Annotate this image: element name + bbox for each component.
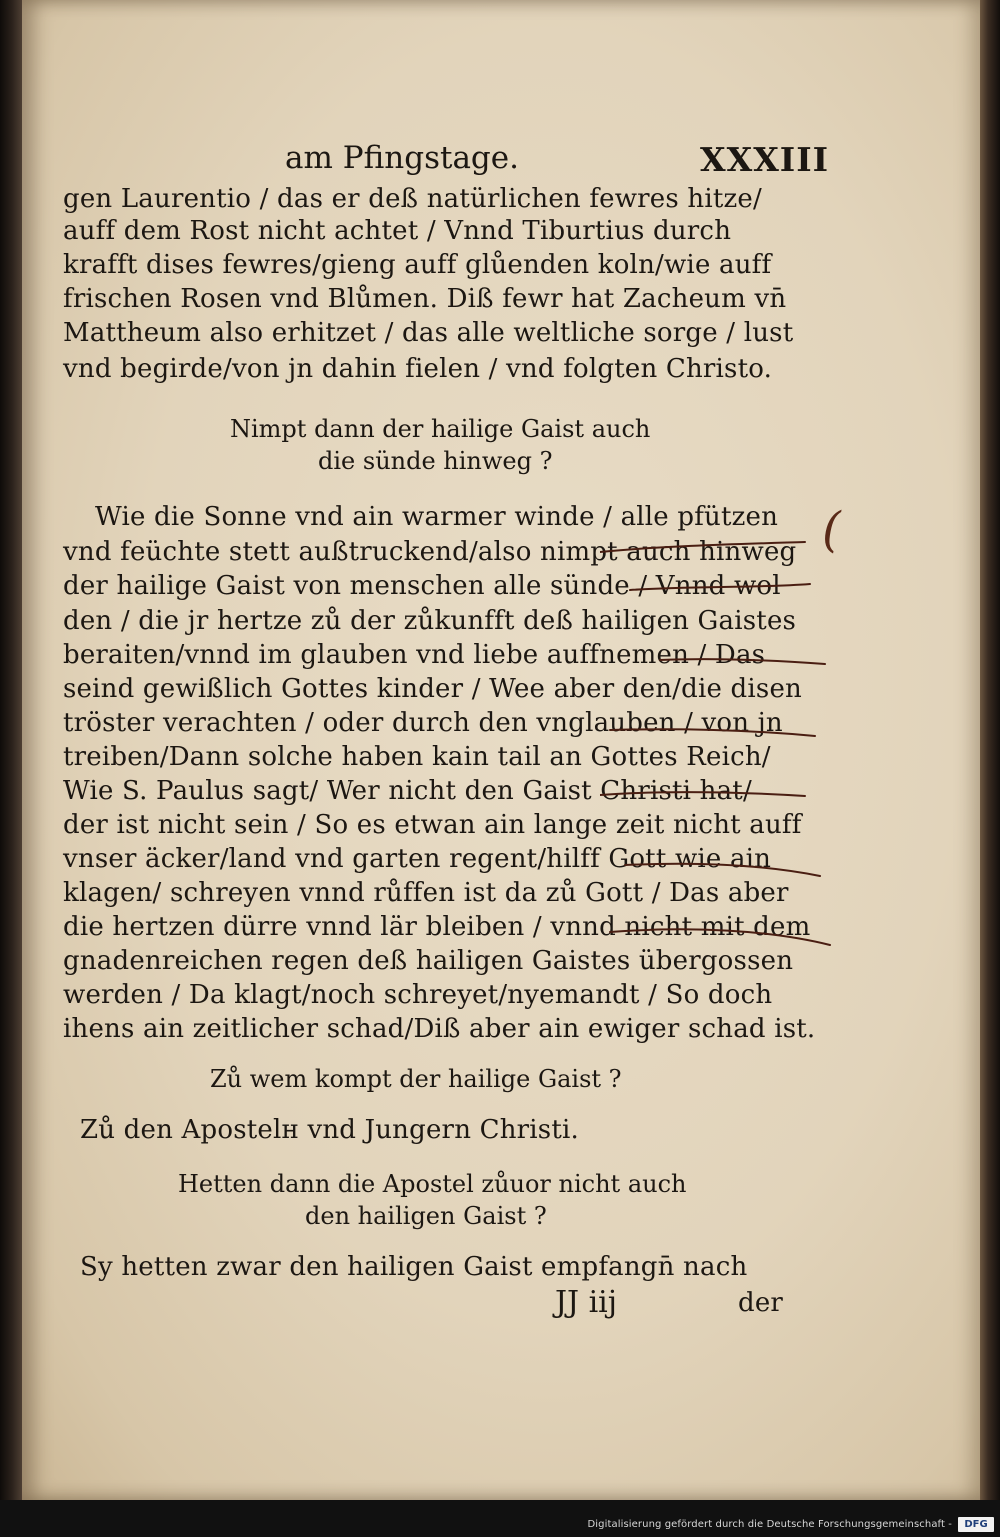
text-line: vnd begirde/von jn dahin fielen / vnd folgten Christo. xyxy=(63,354,773,384)
margin-note: ( xyxy=(822,502,841,558)
folio-number: XXXIII xyxy=(700,140,830,179)
ink-stroke xyxy=(610,729,815,736)
text-line: vnd feüchte stett außtruckend/also nimpt auch hinweg xyxy=(63,537,797,567)
ink-stroke xyxy=(630,584,810,590)
text-line: klagen/ schreyen vnnd růffen ist da zů Gott / Das aber xyxy=(63,878,789,908)
question-heading: den hailigen Gaist ? xyxy=(305,1202,547,1230)
text-line: beraiten/vnnd im glauben vnd liebe auffnemen / Das xyxy=(63,640,766,670)
funding-credit: Digitalisierung gefördert durch die Deutsche Forschungsgemeinschaft - xyxy=(587,1519,952,1530)
text-line: den / die jr hertze zů der zůkunfft deß hailigen Gaistes xyxy=(63,606,797,636)
running-title: am Pfingstage. xyxy=(285,140,519,176)
text-line: tröster verachten / oder durch den vnglauben / von jn xyxy=(63,708,783,738)
question-heading: die sünde hinweg ? xyxy=(318,447,553,475)
question-heading: Hetten dann die Apostel zůuor nicht auch xyxy=(178,1170,687,1198)
text-line: die hertzen dürre vnnd lär bleiben / vnnd nicht mit dem xyxy=(63,912,811,942)
ink-stroke xyxy=(610,929,830,945)
text-line: Wie die Sonne vnd ain warmer winde / alle pfützen xyxy=(95,502,779,532)
text-line: gen Laurentio / das er deß natürlichen fewres hitze/ xyxy=(63,184,762,214)
catchword: der xyxy=(738,1288,784,1318)
text-line: gnadenreichen regen deß hailigen Gaistes übergossen xyxy=(63,946,794,976)
text-line: Wie S. Paulus sagt/ Wer nicht den Gaist Christi hat/ xyxy=(63,776,752,806)
text-line: vnser äcker/land vnd garten regent/hilff Gott wie ain xyxy=(63,844,772,874)
text-line: der ist nicht sein / So es etwan ain lange zeit nicht auff xyxy=(63,810,802,840)
signature-mark: JJ iij xyxy=(555,1285,618,1320)
page-fore-edge xyxy=(980,0,1000,1500)
text-line: Mattheum also erhitzet / das alle weltliche sorge / lust xyxy=(63,318,794,348)
text-line: auff dem Rost nicht achtet / Vnnd Tiburtius durch xyxy=(63,216,732,246)
text-line: ihens ain zeitlicher schad/Diß aber ain ewiger schad ist. xyxy=(63,1014,816,1044)
text-line: Zů den Apostelн vnd Jungern Christi. xyxy=(80,1115,579,1145)
text-line: Sy hetten zwar den hailigen Gaist empfangn̄ nach xyxy=(80,1252,748,1282)
dfg-logo: DFG xyxy=(958,1517,994,1532)
ink-stroke xyxy=(600,542,805,552)
question-heading: Nimpt dann der hailige Gaist auch xyxy=(230,415,651,443)
text-line: treiben/Dann solche haben kain tail an Gottes Reich/ xyxy=(63,742,771,772)
text-line: seind gewißlich Gottes kinder / Wee aber den/die disen xyxy=(63,674,802,704)
ink-stroke xyxy=(625,864,820,876)
ink-stroke xyxy=(600,792,805,796)
text-line: krafft dises fewres/gieng auff glůenden koln/wie auff xyxy=(63,250,772,280)
text-line: werden / Da klagt/noch schreyet/nyemandt / So doch xyxy=(63,980,773,1010)
text-line: frischen Rosen vnd Blůmen. Diß fewr hat Zacheum vn̄ xyxy=(63,284,787,314)
text-line: der hailige Gaist von menschen alle sünde / Vnnd wol xyxy=(63,571,781,601)
ink-strikethrough-marks xyxy=(600,540,840,960)
ink-stroke xyxy=(660,659,825,664)
question-heading: Zů wem kompt der hailige Gaist ? xyxy=(210,1065,622,1093)
